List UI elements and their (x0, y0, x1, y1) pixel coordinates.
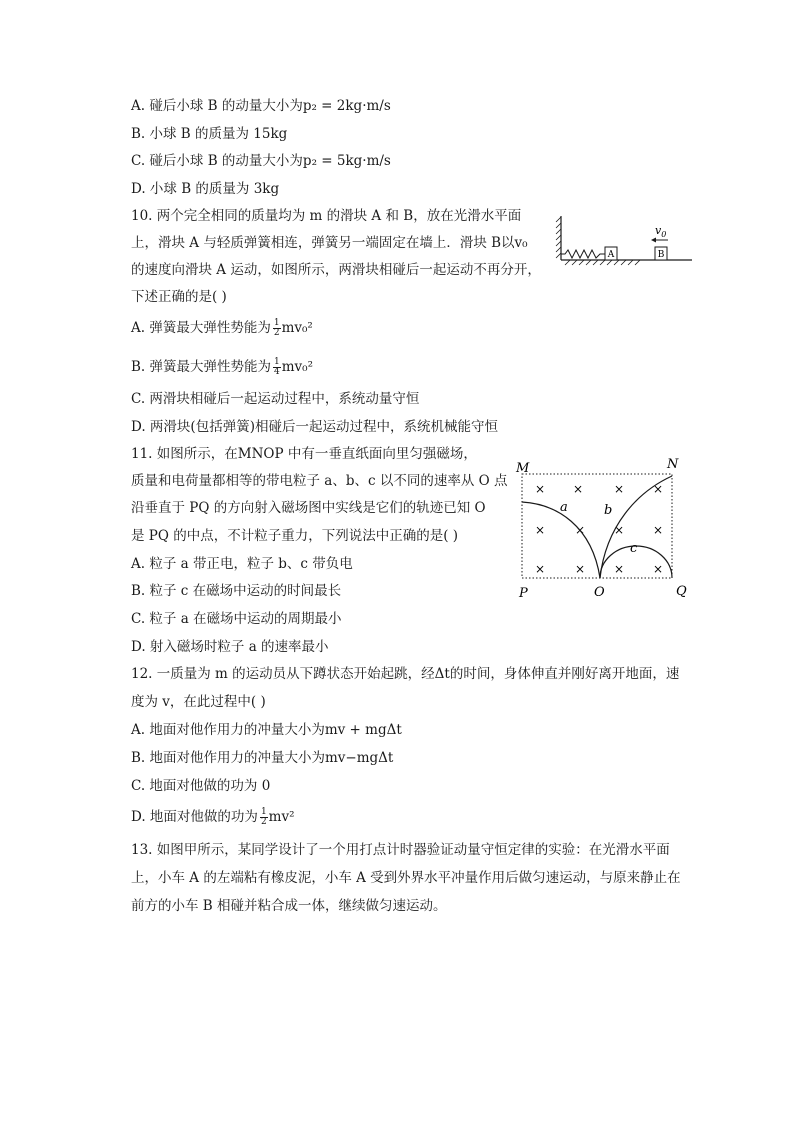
q10-option-b (131, 357, 313, 377)
cross: × (652, 562, 664, 576)
q9-option-c: C. 碰后小球 B 的动量大小为p₂ = 5kg·m/s (131, 153, 391, 169)
cross: × (613, 523, 625, 537)
q12-option-c: C. 地面对他做的功为 0 (131, 778, 271, 794)
q11-option-d: D. 射入磁场时粒子 a 的速率最小 (131, 639, 329, 655)
q11-stem-line-3: 沿垂直于 PQ 的方向射入磁场图中实线是它们的轨迹已知 O (131, 500, 486, 516)
q10-option-a (131, 318, 313, 338)
velocity-arrowhead (651, 238, 656, 243)
floor-hatching (565, 260, 640, 265)
q10-stem-line-2: 上，滑块 A 与轻质弹簧相连，弹簧另一端固定在墙上．滑块 B以v₀ (131, 235, 528, 251)
q12-stem-line-1: 12. 一质量为 m 的运动员从下蹲状态开始起跳，经Δt的时间，身体伸直并刚好离开地面，速 (131, 666, 680, 682)
q10-stem-line-3: 的速度向滑块 A 运动，如图所示，两滑块相碰后一起运动不再分开， (131, 262, 541, 278)
q9-option-a: A. 碰后小球 B 的动量大小为p₂ = 2kg·m/s (131, 98, 391, 114)
spring (561, 250, 605, 258)
cross: × (534, 562, 546, 576)
label-m: M (516, 461, 530, 476)
label-q: Q (676, 584, 687, 599)
cross: × (574, 562, 586, 576)
label-c: c (630, 541, 638, 556)
q13-stem-line-1: 13. 如图甲所示，某同学设计了一个用打点计时器验证动量守恒定律的实验：在光滑水平面 (131, 842, 670, 858)
q13-stem-line-3: 前方的小车 B 相碰并粘合成一体，继续做匀速运动。 (131, 898, 447, 914)
q9-option-b: B. 小球 B 的质量为 15kg (131, 126, 288, 142)
q11-figure (512, 456, 698, 602)
q13-stem-line-2: 上，小车 A 的左端粘有橡皮泥，小车 A 受到外界水平冲量作用后做匀速运动，与原来静止在 (131, 870, 681, 886)
q10-option-a-prefix: A. 弹簧最大弹性势能为 (131, 320, 271, 336)
q9-option-d: D. 小球 B 的质量为 3kg (131, 181, 280, 197)
q11-stem-line-2: 质量和电荷量都相等的带电粒子 a、b、c 以不同的速率从 O 点 (131, 473, 508, 489)
cross: × (652, 523, 664, 537)
q12-option-d (131, 807, 295, 827)
q10-option-c: C. 两滑块相碰后一起运动过程中，系统动量守恒 (131, 391, 420, 407)
field-crosses (535, 482, 663, 576)
q12-option-d-expr: mv² (268, 809, 295, 825)
q11-stem-line-4: 是 PQ 的中点，不计粒子重力，下列说法中正确的是( ) (131, 528, 459, 544)
q10-stem-line-1: 10. 两个完全相同的质量均为 m 的滑块 A 和 B，放在光滑水平面 (131, 208, 522, 224)
q10-option-b-expr: mv₀² (281, 359, 314, 375)
q12-option-b: B. 地面对他作用力的冲量大小为mv−mgΔt (131, 750, 394, 766)
q11-stem-line-1: 11. 如图所示，在MNOP 中有一垂直纸面向里匀强磁场， (131, 446, 477, 462)
q10-option-b-prefix: B. 弹簧最大弹性势能为 (131, 359, 272, 375)
q12-option-d-prefix: D. 地面对他做的功为 (131, 809, 258, 825)
label-o: O (594, 585, 605, 600)
block-a-label: A (607, 250, 615, 260)
fraction: $\frac{1}{2}$ (273, 318, 280, 338)
q11-option-b: B. 粒子 c 在磁场中运动的时间最长 (131, 583, 342, 599)
q10-figure (555, 212, 695, 270)
q11-option-c: C. 粒子 a 在磁场中运动的周期最小 (131, 611, 342, 627)
q11-option-a: A. 粒子 a 带正电，粒子 b、c 带负电 (131, 556, 353, 572)
cross: × (572, 482, 584, 496)
fraction: $\frac{1}{4}$ (274, 357, 280, 377)
cross: × (652, 482, 664, 496)
cross: × (534, 482, 546, 496)
block-b-label: B (657, 250, 665, 260)
wall-hatching (556, 217, 561, 258)
q10-option-a-expr: mv₀² (281, 320, 313, 336)
cross: × (613, 482, 625, 496)
velocity-label: $v_0$ (655, 224, 667, 239)
q12-option-a: A. 地面对他作用力的冲量大小为mv + mgΔt (131, 722, 402, 738)
label-p: P (519, 586, 528, 601)
q10-option-d: D. 两滑块(包括弹簧)相碰后一起运动过程中，系统机械能守恒 (131, 419, 498, 435)
q12-stem-line-2: 度为 v，在此过程中( ) (131, 694, 266, 710)
cross: × (574, 523, 586, 537)
label-n: N (667, 457, 679, 472)
label-a: a (560, 500, 568, 515)
label-b: b (604, 503, 613, 518)
fraction: $\frac{1}{2}$ (260, 807, 267, 827)
q10-stem-line-4: 下述正确的是( ) (131, 289, 227, 305)
cross: × (534, 523, 546, 537)
cross: × (613, 562, 625, 576)
